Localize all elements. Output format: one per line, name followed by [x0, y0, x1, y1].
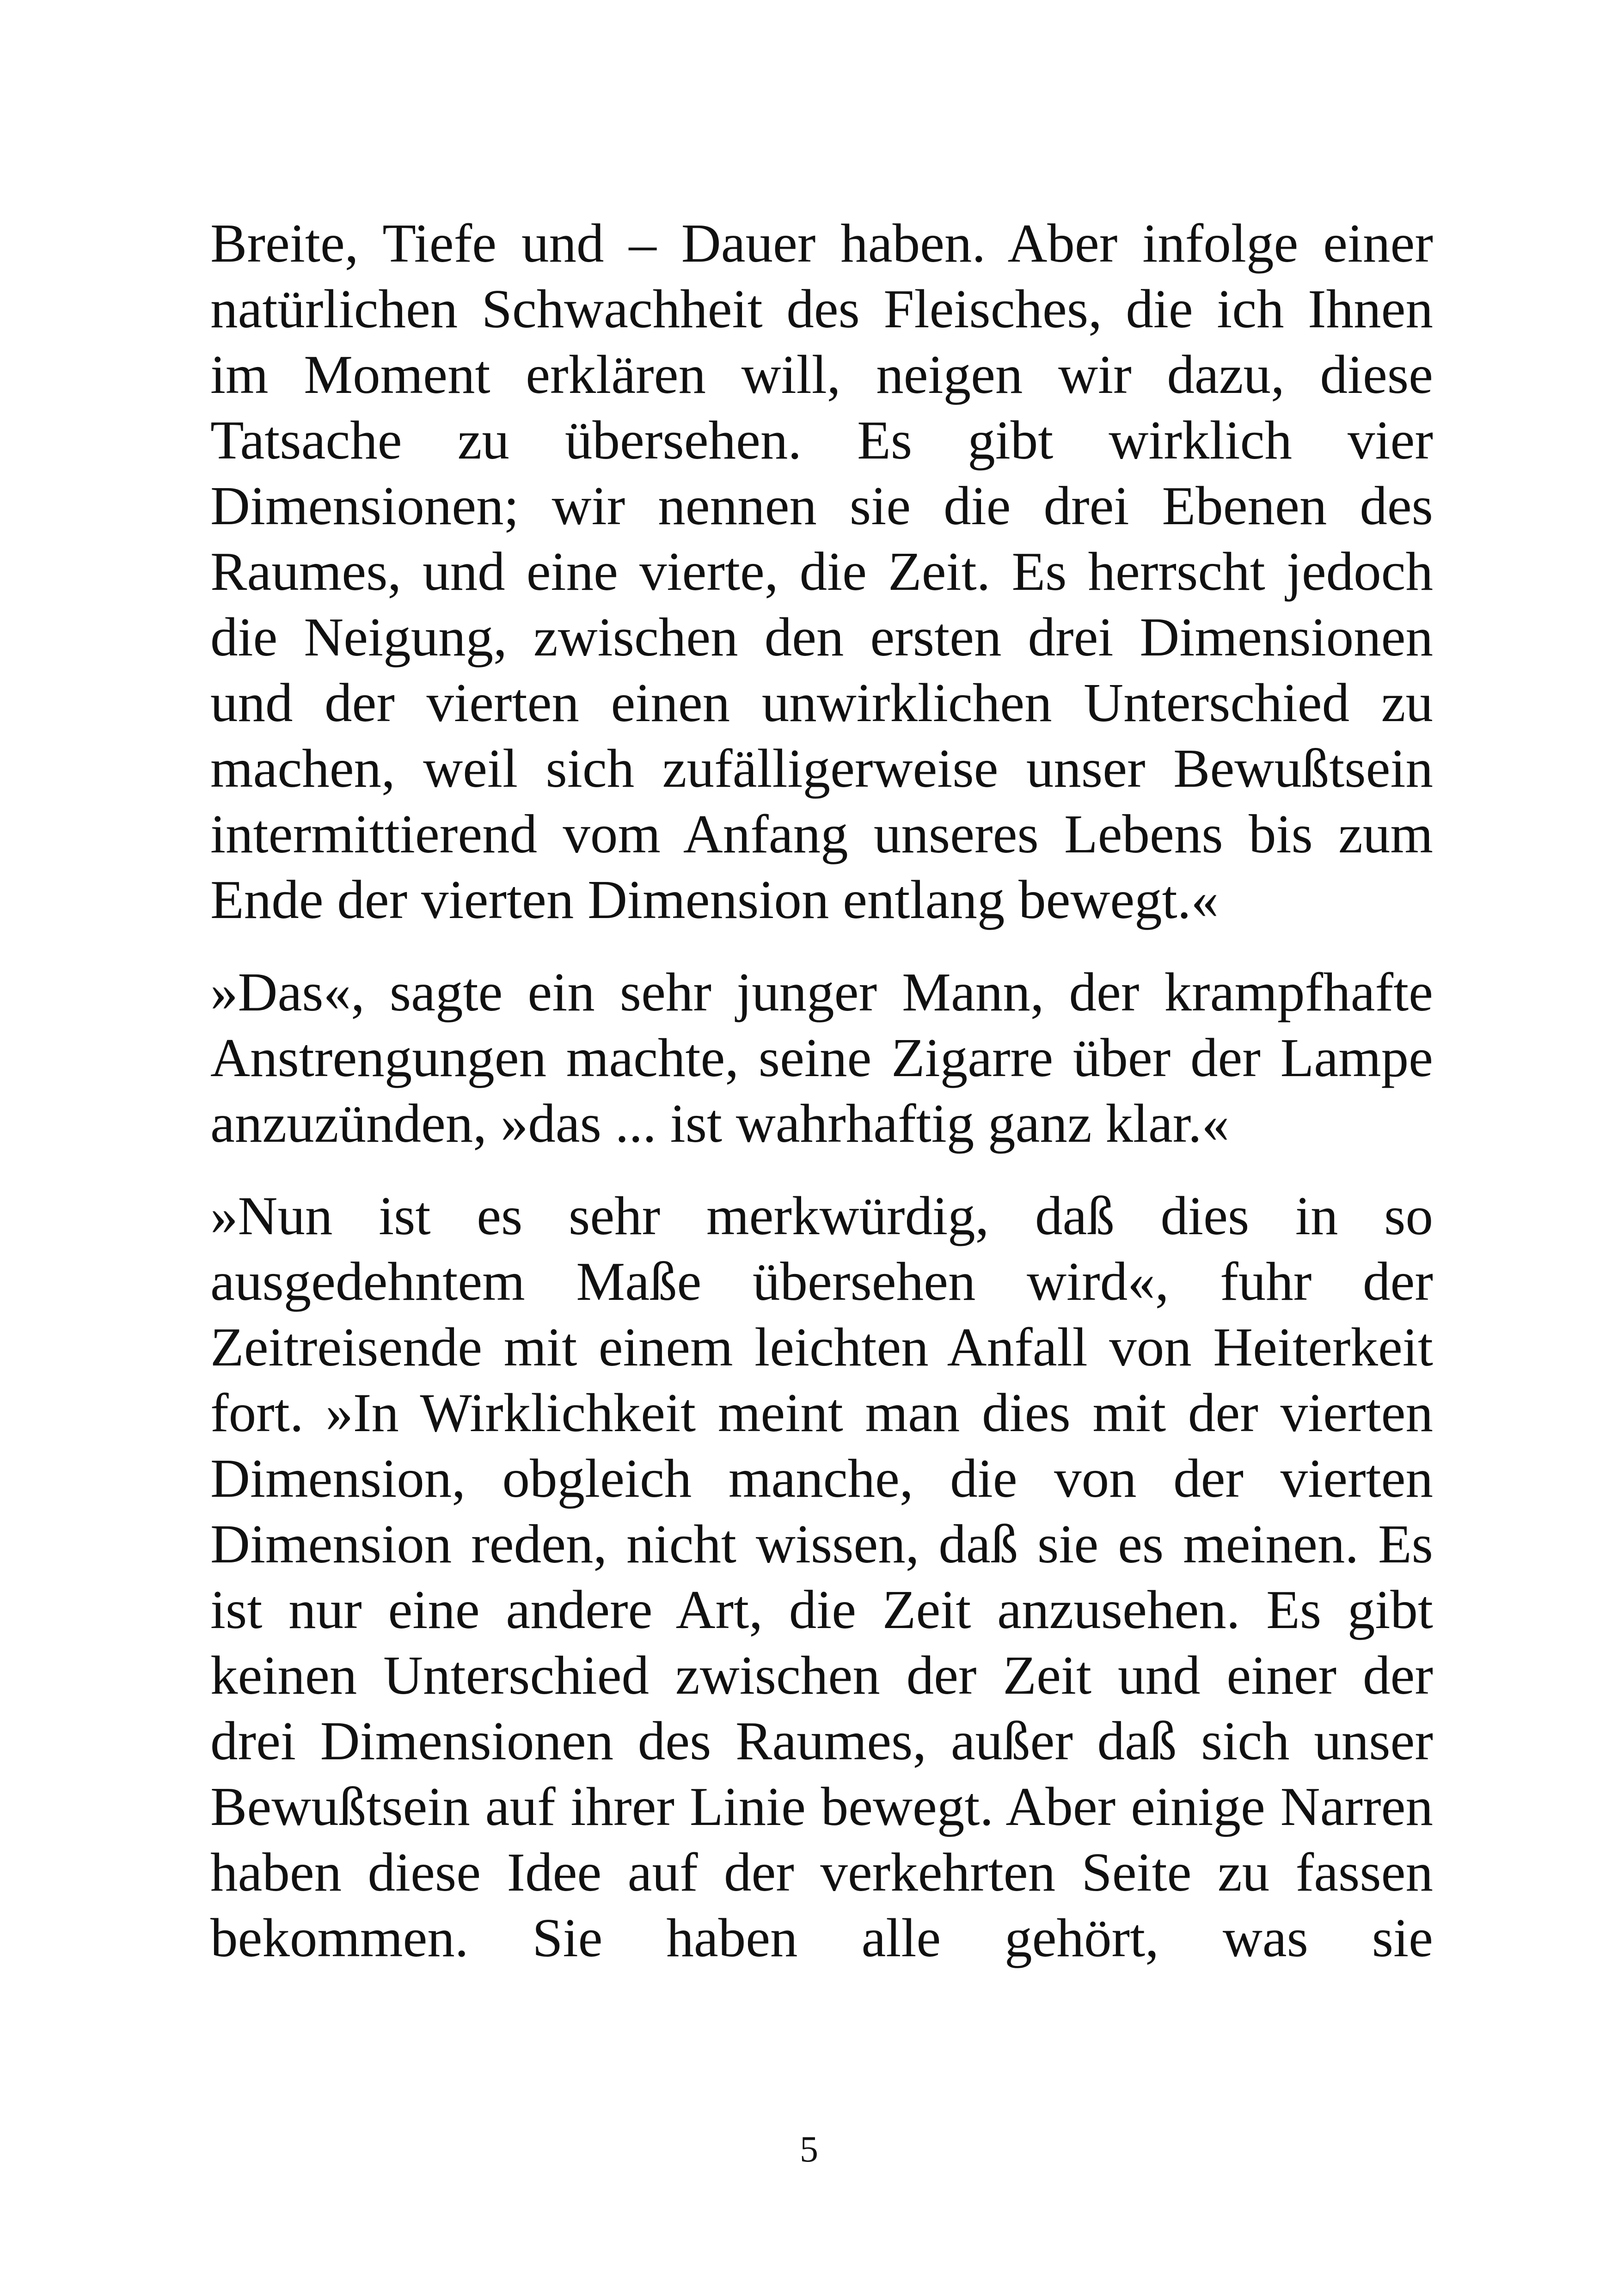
paragraph-3: »Nun ist es sehr merkwürdig, daß dies in so ausgedehntem Maße übersehen wird«, fuhr der Zeitreisende mit einem leichten Anfall von Heiterkeit fort. »In Wirklichkeit meint man dies mit der vierten Dimension, obgleich manche, die von der vierten Dimension reden, nicht wissen, daß sie es meinen. Es ist nur eine andere Art, die Zeit anzusehen. Es gibt keinen Unterschied zwischen der Zeit und einer der drei Dimensionen des Raumes, außer daß sich unser Bewußtsein auf ihrer Linie bewegt. Aber einige Narren haben diese Idee auf der verkehrten Seite zu fassen bekommen. Sie haben alle gehört, was sie: [210, 1185, 1433, 1968]
paragraph-1: Breite, Tiefe und – Dauer haben. Aber infolge einer natürlichen Schwachheit des Fleisches, die ich Ihnen im Moment erklären will, neigen wir dazu, diese Tatsache zu übersehen. Es gibt wirklich vier Dimensionen; wir nennen sie die drei Ebenen des Raumes, und eine vierte, die Zeit. Es herrscht jedoch die Neigung, zwischen den ersten drei Dimensionen und der vierten einen unwirklichen Unterschied zu machen, weil sich zufälligerweise unser Bewußtsein intermittierend vom Anfang unseres Lebens bis zum Ende der vierten Dimension entlang bewegt.«: [210, 213, 1433, 930]
page-number: 5: [800, 2129, 818, 2170]
body-text: [210, 210, 1433, 1971]
paragraph-2: »Das«, sagte ein sehr junger Mann, der krampfhafte Anstrengungen machte, seine Zigarre über der Lampe anzuzünden, »das ... ist wahrhaftig ganz klar.«: [210, 961, 1433, 1154]
